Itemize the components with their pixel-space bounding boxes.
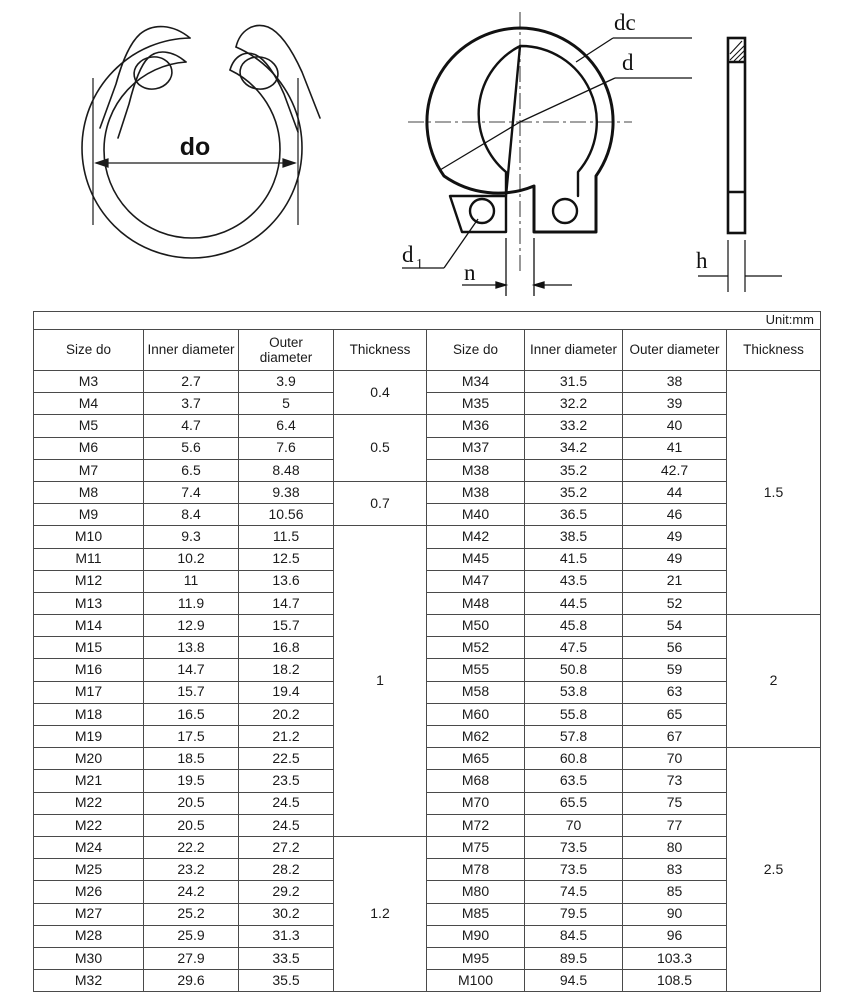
cell-outer-left: 29.2 xyxy=(239,881,334,903)
cell-inner-left: 5.6 xyxy=(144,437,239,459)
cell-size-right: M78 xyxy=(427,859,525,881)
cell-outer-right: 38 xyxy=(623,371,727,393)
table-row xyxy=(34,726,821,748)
cell-inner-right: 94.5 xyxy=(525,970,623,992)
cell-size-right: M90 xyxy=(427,925,525,947)
cell-outer-left: 11.5 xyxy=(239,526,334,548)
table-row xyxy=(34,748,821,770)
cell-inner-right: 73.5 xyxy=(525,836,623,858)
cell-size-right: M68 xyxy=(427,770,525,792)
table-row xyxy=(34,659,821,681)
cell-inner-right: 33.2 xyxy=(525,415,623,437)
cell-outer-left: 14.7 xyxy=(239,592,334,614)
cell-inner-right: 41.5 xyxy=(525,548,623,570)
cell-inner-right: 63.5 xyxy=(525,770,623,792)
cell-outer-left: 24.5 xyxy=(239,814,334,836)
cell-size-right: M48 xyxy=(427,592,525,614)
cell-outer-right: 42.7 xyxy=(623,459,727,481)
cell-size-right: M62 xyxy=(427,726,525,748)
cell-outer-left: 33.5 xyxy=(239,947,334,969)
table-row xyxy=(34,393,821,415)
header-inner-left: Inner diameter xyxy=(144,330,239,371)
cell-thickness-right: 2 xyxy=(727,615,821,748)
technical-drawings xyxy=(0,0,850,305)
header-inner-right: Inner diameter xyxy=(525,330,623,371)
cell-size-right: M38 xyxy=(427,481,525,503)
cell-outer-right: 67 xyxy=(623,726,727,748)
label-dc: dc xyxy=(614,10,636,35)
cell-outer-left: 30.2 xyxy=(239,903,334,925)
cell-inner-right: 35.2 xyxy=(525,459,623,481)
table-row xyxy=(34,903,821,925)
cell-inner-right: 47.5 xyxy=(525,637,623,659)
cell-inner-left: 13.8 xyxy=(144,637,239,659)
cell-inner-left: 19.5 xyxy=(144,770,239,792)
cell-outer-left: 27.2 xyxy=(239,836,334,858)
cell-size-left: M18 xyxy=(34,703,144,725)
label-d1-subscript: 1 xyxy=(416,257,423,272)
cell-outer-right: 77 xyxy=(623,814,727,836)
cell-size-right: M47 xyxy=(427,570,525,592)
cell-inner-left: 4.7 xyxy=(144,415,239,437)
table-row xyxy=(34,792,821,814)
cell-size-left: M17 xyxy=(34,681,144,703)
cell-thickness-right: 2.5 xyxy=(727,748,821,992)
cell-outer-right: 59 xyxy=(623,659,727,681)
cell-size-left: M24 xyxy=(34,836,144,858)
cell-size-left: M22 xyxy=(34,814,144,836)
cell-outer-left: 22.5 xyxy=(239,748,334,770)
header-size-right: Size do xyxy=(427,330,525,371)
cell-inner-right: 84.5 xyxy=(525,925,623,947)
cell-inner-right: 34.2 xyxy=(525,437,623,459)
header-outer-left xyxy=(239,330,334,371)
cell-inner-left: 25.2 xyxy=(144,903,239,925)
ring-front-view-svg xyxy=(40,0,380,305)
cell-outer-left: 5 xyxy=(239,393,334,415)
specification-table-wrapper xyxy=(33,311,820,992)
cell-inner-left: 11.9 xyxy=(144,592,239,614)
cell-size-right: M85 xyxy=(427,903,525,925)
cell-size-right: M50 xyxy=(427,615,525,637)
cell-outer-right: 46 xyxy=(623,504,727,526)
cell-inner-left: 2.7 xyxy=(144,371,239,393)
cell-inner-left: 11 xyxy=(144,570,239,592)
cell-thickness-left: 1.2 xyxy=(334,836,427,991)
cell-thickness-left: 1 xyxy=(334,526,427,837)
cell-size-right: M80 xyxy=(427,881,525,903)
figure-ring-dimensioned xyxy=(400,0,700,305)
table-row xyxy=(34,437,821,459)
cell-outer-left: 12.5 xyxy=(239,548,334,570)
table-row xyxy=(34,947,821,969)
cell-inner-left: 7.4 xyxy=(144,481,239,503)
table-row xyxy=(34,836,821,858)
cell-outer-right: 63 xyxy=(623,681,727,703)
cell-outer-right: 49 xyxy=(623,548,727,570)
cell-size-right: M52 xyxy=(427,637,525,659)
cell-outer-right: 49 xyxy=(623,526,727,548)
cell-outer-right: 80 xyxy=(623,836,727,858)
cell-size-right: M38 xyxy=(427,459,525,481)
cell-size-right: M75 xyxy=(427,836,525,858)
cell-inner-right: 50.8 xyxy=(525,659,623,681)
cell-size-left: M6 xyxy=(34,437,144,459)
cell-size-right: M34 xyxy=(427,371,525,393)
cell-thickness-left: 0.5 xyxy=(334,415,427,482)
dimension-label-do: do xyxy=(179,133,211,161)
header-outer-right: Outer diameter xyxy=(623,330,727,371)
cell-size-right: M95 xyxy=(427,947,525,969)
cell-size-right: M40 xyxy=(427,504,525,526)
table-row xyxy=(34,371,821,393)
cell-outer-right: 54 xyxy=(623,615,727,637)
cell-outer-left: 8.48 xyxy=(239,459,334,481)
cell-size-left: M5 xyxy=(34,415,144,437)
cell-inner-left: 25.9 xyxy=(144,925,239,947)
cell-size-left: M14 xyxy=(34,615,144,637)
table-row xyxy=(34,504,821,526)
label-h: h xyxy=(696,248,708,273)
cell-inner-left: 23.2 xyxy=(144,859,239,881)
label-n: n xyxy=(464,260,476,285)
cell-inner-left: 12.9 xyxy=(144,615,239,637)
cell-outer-left: 28.2 xyxy=(239,859,334,881)
cell-size-right: M37 xyxy=(427,437,525,459)
cell-outer-left: 24.5 xyxy=(239,792,334,814)
cell-inner-left: 9.3 xyxy=(144,526,239,548)
header-thickness-right: Thickness xyxy=(727,330,821,371)
cell-size-right: M55 xyxy=(427,659,525,681)
cell-size-left: M21 xyxy=(34,770,144,792)
cell-inner-right: 73.5 xyxy=(525,859,623,881)
cell-inner-right: 70 xyxy=(525,814,623,836)
cell-inner-right: 53.8 xyxy=(525,681,623,703)
cell-size-left: M4 xyxy=(34,393,144,415)
cell-inner-right: 31.5 xyxy=(525,371,623,393)
cell-outer-left: 21.2 xyxy=(239,726,334,748)
table-row xyxy=(34,592,821,614)
cell-inner-right: 45.8 xyxy=(525,615,623,637)
cell-outer-right: 103.3 xyxy=(623,947,727,969)
cell-outer-left: 20.2 xyxy=(239,703,334,725)
figure-ring-front-view xyxy=(40,0,380,305)
cell-thickness-right: 1.5 xyxy=(727,371,821,615)
cell-inner-right: 55.8 xyxy=(525,703,623,725)
cell-size-right: M72 xyxy=(427,814,525,836)
cell-inner-right: 36.5 xyxy=(525,504,623,526)
cell-size-left: M22 xyxy=(34,792,144,814)
table-row xyxy=(34,637,821,659)
cell-inner-left: 10.2 xyxy=(144,548,239,570)
cell-outer-left: 10.56 xyxy=(239,504,334,526)
table-row xyxy=(34,859,821,881)
cell-inner-right: 79.5 xyxy=(525,903,623,925)
cell-size-left: M8 xyxy=(34,481,144,503)
cell-inner-left: 16.5 xyxy=(144,703,239,725)
cell-outer-right: 21 xyxy=(623,570,727,592)
label-d1-base: d xyxy=(402,242,414,267)
unit-row xyxy=(34,312,821,330)
table-row xyxy=(34,570,821,592)
cell-outer-right: 41 xyxy=(623,437,727,459)
cell-inner-left: 20.5 xyxy=(144,814,239,836)
cell-inner-right: 60.8 xyxy=(525,748,623,770)
specification-table xyxy=(33,311,821,992)
cell-outer-left: 13.6 xyxy=(239,570,334,592)
cell-size-right: M35 xyxy=(427,393,525,415)
table-row xyxy=(34,548,821,570)
cell-size-right: M36 xyxy=(427,415,525,437)
cell-size-right: M70 xyxy=(427,792,525,814)
label-d: d xyxy=(622,50,634,75)
cell-outer-right: 96 xyxy=(623,925,727,947)
cell-size-left: M11 xyxy=(34,548,144,570)
cell-size-right: M45 xyxy=(427,548,525,570)
cell-size-right: M65 xyxy=(427,748,525,770)
cell-size-left: M20 xyxy=(34,748,144,770)
cell-outer-left: 35.5 xyxy=(239,970,334,992)
table-header-row xyxy=(34,330,821,371)
cell-inner-right: 43.5 xyxy=(525,570,623,592)
cell-inner-left: 24.2 xyxy=(144,881,239,903)
cell-inner-left: 29.6 xyxy=(144,970,239,992)
cell-outer-left: 3.9 xyxy=(239,371,334,393)
cell-size-right: M58 xyxy=(427,681,525,703)
cell-inner-right: 57.8 xyxy=(525,726,623,748)
cell-outer-left: 7.6 xyxy=(239,437,334,459)
cell-size-right: M100 xyxy=(427,970,525,992)
cell-inner-right: 89.5 xyxy=(525,947,623,969)
table-row xyxy=(34,415,821,437)
cell-outer-right: 56 xyxy=(623,637,727,659)
table-row xyxy=(34,681,821,703)
header-outer-left-line1: Outer xyxy=(269,334,303,350)
cell-inner-right: 65.5 xyxy=(525,792,623,814)
cell-outer-right: 75 xyxy=(623,792,727,814)
header-outer-left-line2: diameter xyxy=(259,350,313,365)
cell-inner-left: 20.5 xyxy=(144,792,239,814)
cell-outer-right: 85 xyxy=(623,881,727,903)
cell-outer-right: 90 xyxy=(623,903,727,925)
cell-inner-right: 32.2 xyxy=(525,393,623,415)
cell-outer-right: 108.5 xyxy=(623,970,727,992)
ring-edge-view-svg xyxy=(690,0,845,305)
cell-inner-right: 35.2 xyxy=(525,481,623,503)
cell-outer-left: 23.5 xyxy=(239,770,334,792)
header-thickness-left: Thickness xyxy=(334,330,427,371)
table-row xyxy=(34,970,821,992)
table-row xyxy=(34,615,821,637)
cell-size-left: M15 xyxy=(34,637,144,659)
cell-outer-right: 52 xyxy=(623,592,727,614)
cell-outer-right: 73 xyxy=(623,770,727,792)
cell-inner-left: 27.9 xyxy=(144,947,239,969)
cell-outer-right: 65 xyxy=(623,703,727,725)
cell-thickness-left: 0.4 xyxy=(334,371,427,415)
cell-outer-right: 83 xyxy=(623,859,727,881)
table-row xyxy=(34,814,821,836)
cell-outer-left: 15.7 xyxy=(239,615,334,637)
cell-inner-right: 74.5 xyxy=(525,881,623,903)
cell-size-left: M16 xyxy=(34,659,144,681)
cell-outer-left: 6.4 xyxy=(239,415,334,437)
cell-outer-left: 16.8 xyxy=(239,637,334,659)
cell-size-left: M32 xyxy=(34,970,144,992)
cell-size-left: M10 xyxy=(34,526,144,548)
cell-inner-left: 15.7 xyxy=(144,681,239,703)
cell-size-left: M25 xyxy=(34,859,144,881)
unit-label: Unit:mm xyxy=(34,312,821,330)
table-row xyxy=(34,459,821,481)
cell-outer-right: 40 xyxy=(623,415,727,437)
cell-outer-right: 70 xyxy=(623,748,727,770)
cell-size-left: M28 xyxy=(34,925,144,947)
table-row xyxy=(34,481,821,503)
cell-inner-left: 18.5 xyxy=(144,748,239,770)
table-row xyxy=(34,881,821,903)
cell-inner-left: 22.2 xyxy=(144,836,239,858)
cell-inner-right: 38.5 xyxy=(525,526,623,548)
table-row xyxy=(34,925,821,947)
cell-inner-left: 3.7 xyxy=(144,393,239,415)
cell-size-left: M13 xyxy=(34,592,144,614)
cell-inner-left: 17.5 xyxy=(144,726,239,748)
figure-ring-edge-view xyxy=(690,0,845,305)
cell-outer-left: 18.2 xyxy=(239,659,334,681)
cell-size-left: M9 xyxy=(34,504,144,526)
header-size-left: Size do xyxy=(34,330,144,371)
table-row xyxy=(34,703,821,725)
cell-size-left: M7 xyxy=(34,459,144,481)
table-row xyxy=(34,526,821,548)
cell-inner-left: 8.4 xyxy=(144,504,239,526)
cell-outer-right: 44 xyxy=(623,481,727,503)
cell-outer-left: 19.4 xyxy=(239,681,334,703)
cell-size-left: M27 xyxy=(34,903,144,925)
cell-size-left: M19 xyxy=(34,726,144,748)
cell-size-right: M42 xyxy=(427,526,525,548)
cell-inner-left: 6.5 xyxy=(144,459,239,481)
cell-size-left: M3 xyxy=(34,371,144,393)
cell-size-right: M60 xyxy=(427,703,525,725)
cell-inner-left: 14.7 xyxy=(144,659,239,681)
cell-inner-right: 44.5 xyxy=(525,592,623,614)
table-row xyxy=(34,770,821,792)
cell-size-left: M26 xyxy=(34,881,144,903)
ring-dimensioned-svg xyxy=(400,0,700,305)
cell-size-left: M30 xyxy=(34,947,144,969)
cell-outer-right: 39 xyxy=(623,393,727,415)
cell-outer-left: 31.3 xyxy=(239,925,334,947)
cell-size-left: M12 xyxy=(34,570,144,592)
cell-thickness-left: 0.7 xyxy=(334,481,427,525)
cell-outer-left: 9.38 xyxy=(239,481,334,503)
